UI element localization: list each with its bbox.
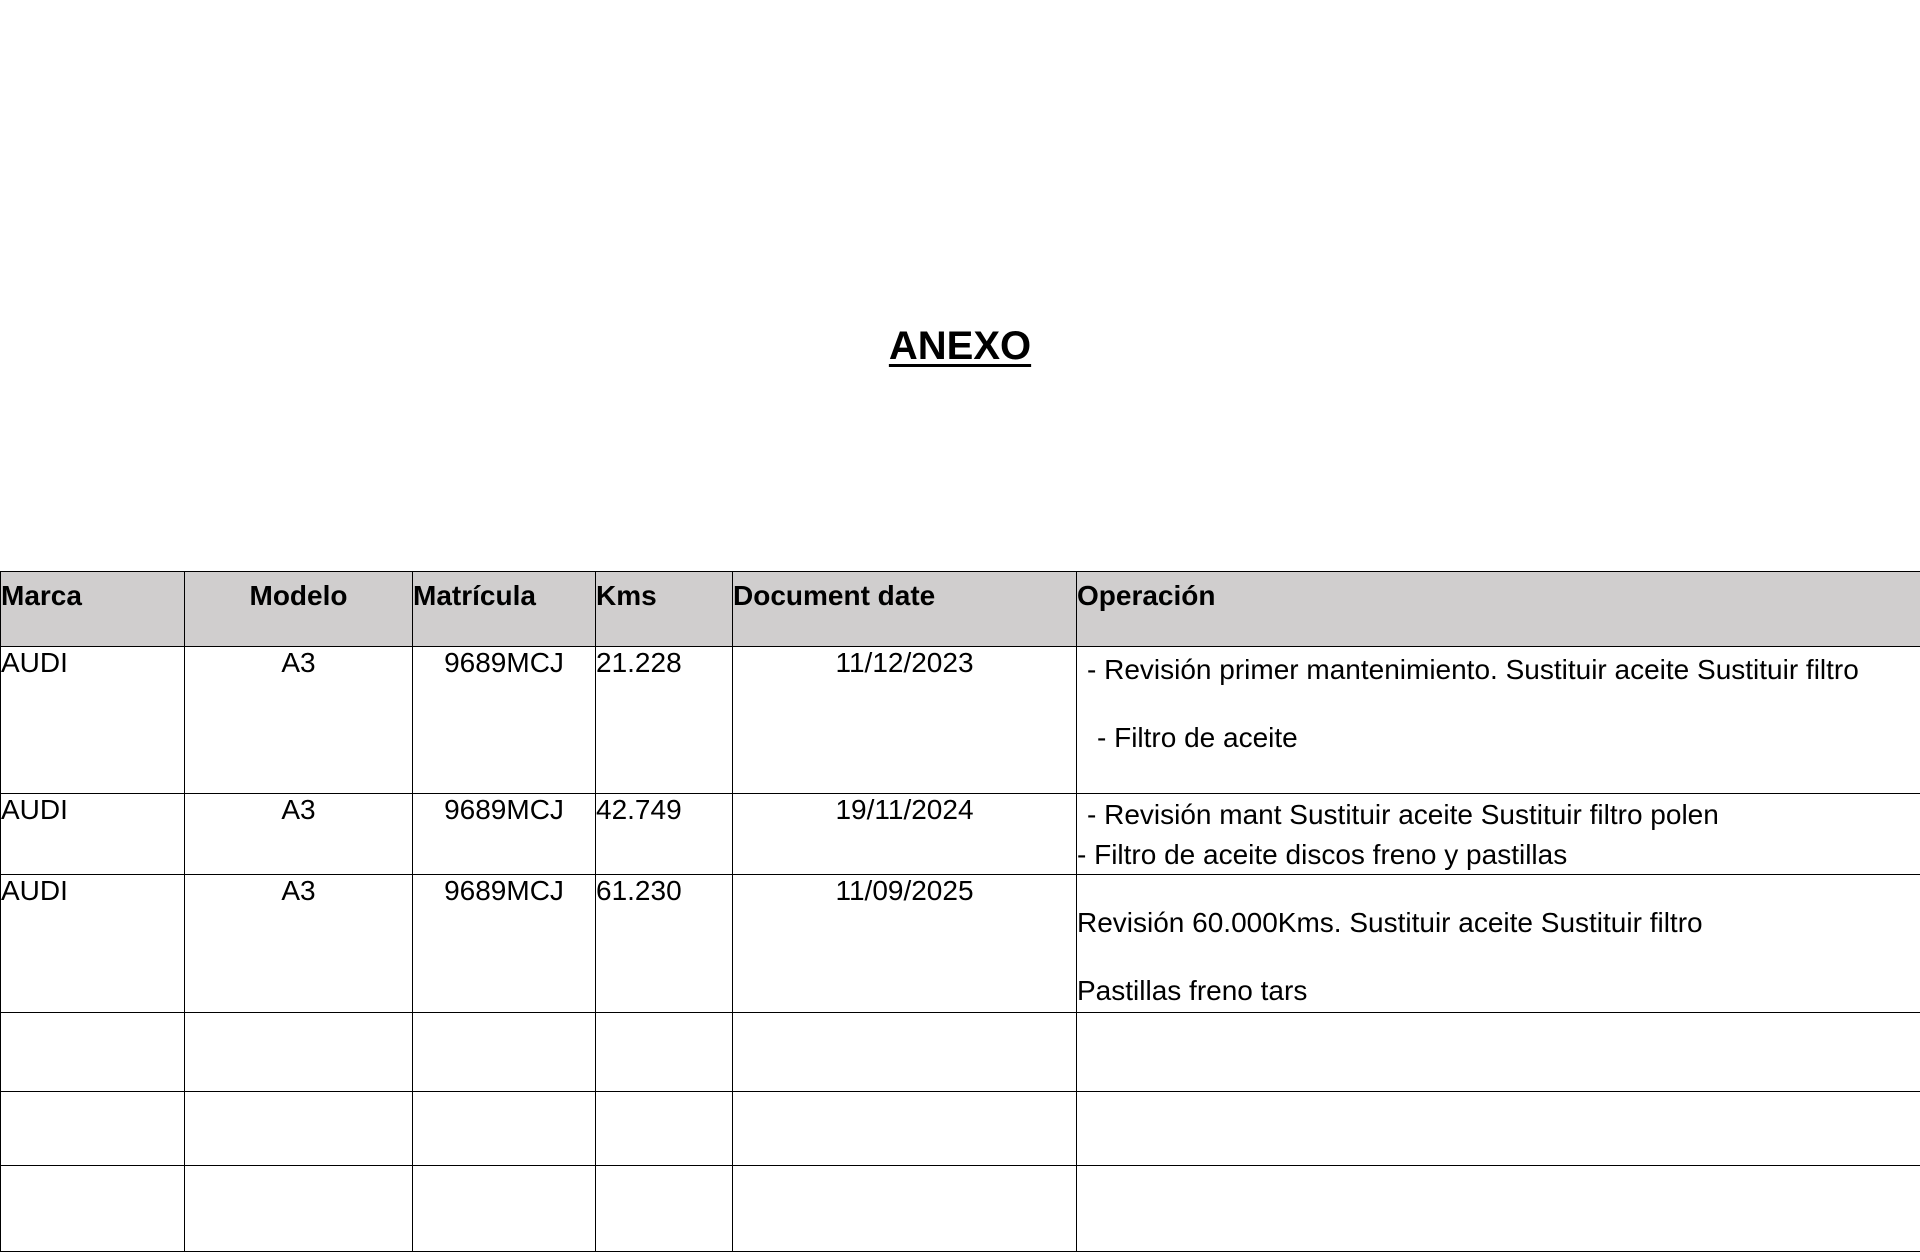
cell-marca: AUDI [1, 647, 185, 794]
empty-table-row [1, 1013, 1920, 1092]
operacion-line: - Filtro de aceite discos freno y pastillas [1077, 839, 1568, 870]
operacion-line: - Revisión primer mantenimiento. Sustituir aceite Sustituir filtro [1087, 654, 1859, 685]
cell-document-date: 19/11/2024 [733, 794, 1077, 875]
header-marca: Marca [1, 572, 185, 647]
cell-kms: 61.230 [596, 875, 733, 1013]
cell-operacion [1077, 794, 1920, 875]
table-body [1, 647, 1920, 1252]
empty-cell [1, 1092, 185, 1166]
empty-cell [596, 1013, 733, 1092]
maintenance-table [0, 571, 1920, 1252]
empty-cell [1, 1166, 185, 1252]
empty-cell [1077, 1092, 1920, 1166]
cell-modelo: A3 [185, 647, 413, 794]
cell-document-date: 11/09/2025 [733, 875, 1077, 1013]
empty-cell [596, 1166, 733, 1252]
empty-cell [413, 1166, 596, 1252]
operacion-line: Pastillas freno tars [1077, 975, 1308, 1006]
operacion-line: - Revisión mant Sustituir aceite Sustituir filtro polen [1087, 799, 1719, 830]
empty-cell [733, 1166, 1077, 1252]
cell-marca: AUDI [1, 794, 185, 875]
empty-cell [185, 1013, 413, 1092]
header-operacion: Operación [1077, 572, 1920, 647]
cell-matricula: 9689MCJ [413, 875, 596, 1013]
cell-modelo: A3 [185, 794, 413, 875]
cell-document-date: 11/12/2023 [733, 647, 1077, 794]
header-row [1, 572, 1920, 647]
header-modelo: Modelo [185, 572, 413, 647]
header-matricula: Matrícula [413, 572, 596, 647]
document-title: ANEXO [888, 324, 1032, 368]
empty-cell [596, 1092, 733, 1166]
empty-cell [1077, 1166, 1920, 1252]
table-header [1, 572, 1920, 647]
operacion-line: Revisión 60.000Kms. Sustituir aceite Sustituir filtro [1077, 907, 1703, 938]
cell-matricula: 9689MCJ [413, 647, 596, 794]
table-row [1, 794, 1920, 875]
empty-cell [733, 1092, 1077, 1166]
cell-kms: 42.749 [596, 794, 733, 875]
cell-operacion [1077, 875, 1920, 1013]
header-document-date: Document date [733, 572, 1077, 647]
cell-kms: 21.228 [596, 647, 733, 794]
header-kms: Kms [596, 572, 733, 647]
cell-modelo: A3 [185, 875, 413, 1013]
table-row [1, 647, 1920, 794]
empty-cell [413, 1013, 596, 1092]
empty-cell [733, 1013, 1077, 1092]
operacion-line: - Filtro de aceite [1097, 722, 1298, 753]
empty-cell [1, 1013, 185, 1092]
empty-table-row [1, 1166, 1920, 1252]
table-row [1, 875, 1920, 1013]
cell-marca: AUDI [1, 875, 185, 1013]
empty-cell [185, 1092, 413, 1166]
empty-cell [185, 1166, 413, 1252]
empty-cell [413, 1092, 596, 1166]
empty-cell [1077, 1013, 1920, 1092]
cell-matricula: 9689MCJ [413, 794, 596, 875]
cell-operacion [1077, 647, 1920, 794]
empty-table-row [1, 1092, 1920, 1166]
